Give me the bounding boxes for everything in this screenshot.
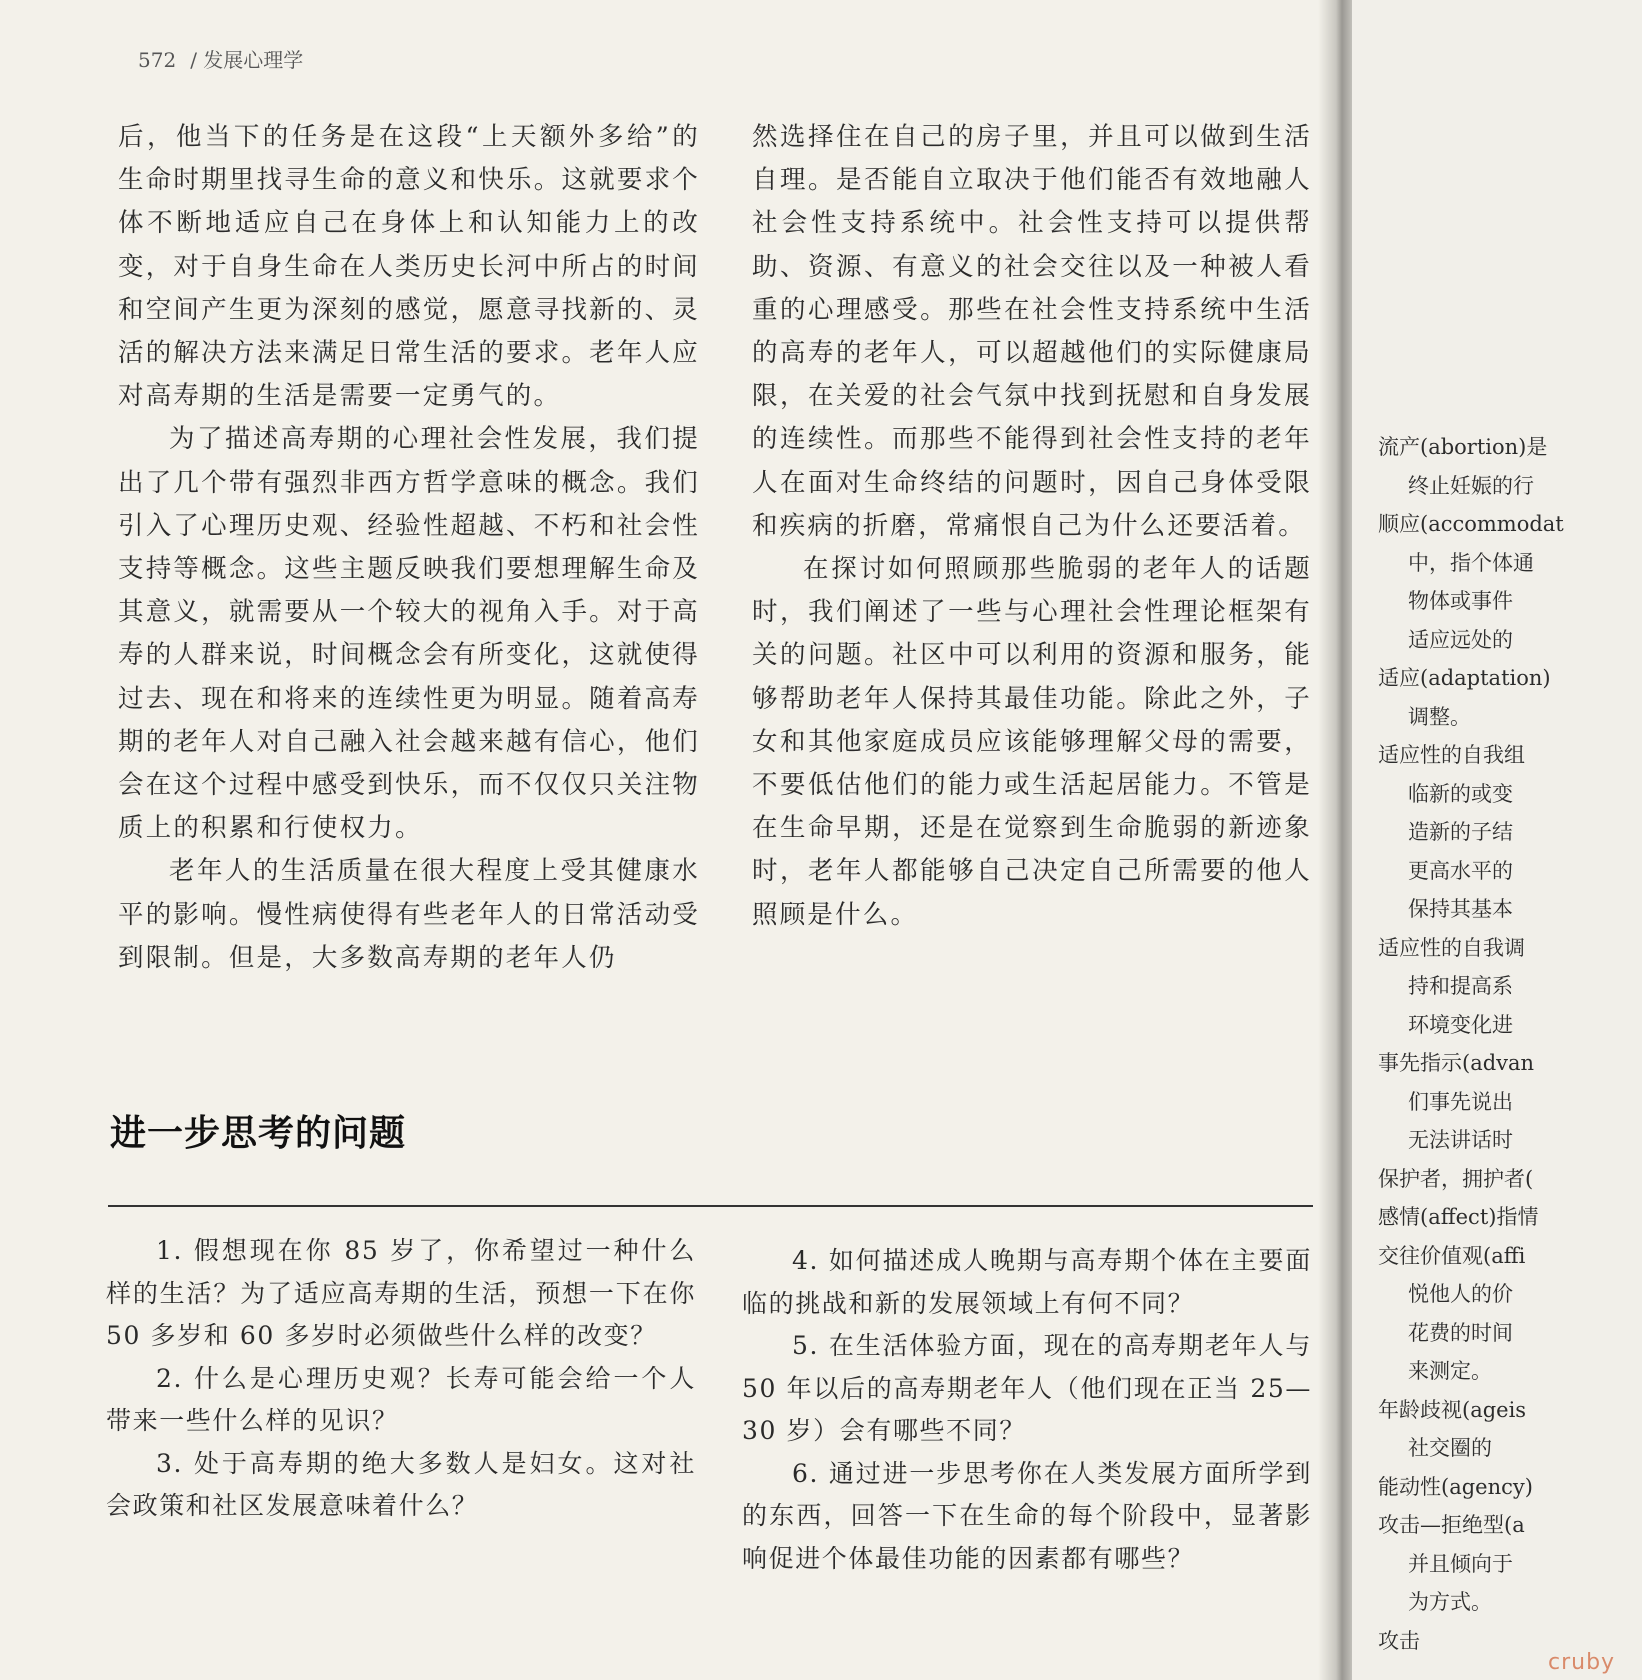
glossary-line: 更高水平的: [1408, 858, 1513, 883]
glossary-line: 为方式。: [1408, 1590, 1492, 1614]
glossary-line: 来测定。: [1408, 1359, 1492, 1383]
questions-column-left: [106, 1230, 696, 1528]
glossary-line: 流产(abortion)是: [1378, 435, 1548, 459]
glossary-line: 攻击: [1378, 1628, 1420, 1653]
question-item: 4. 如何描述成人晚期与高寿期个体在主要面临的挑战和新的发展领域上有何不同？: [742, 1246, 1312, 1318]
glossary-line: 并且倾向于: [1408, 1551, 1513, 1576]
glossary-line: 社交圈的: [1408, 1436, 1492, 1460]
glossary-line: 环境变化进: [1408, 1012, 1513, 1037]
glossary-fragment: [1378, 428, 1642, 1660]
glossary-line: 能动性(agency): [1378, 1474, 1533, 1499]
glossary-line: 事先指示(advan: [1378, 1051, 1535, 1075]
glossary-line: 造新的子结: [1408, 820, 1513, 844]
paragraph: 为了描述高寿期的心理社会性发展，我们提出了几个带有强烈非西方哲学意味的概念。我们引入了心理历史观、经验性超越、不朽和社会性支持等概念。这些主题反映我们要想理解生命及其意义，就需要从一个较大的视角入手。对于高寿的人群来说，时间概念会有所变化，这就使得过去、现在和将来的连续性更为明显。随着高寿期的老年人对自己融入社会越来越有信心，他们会在这个过程中感受到快乐，而不仅仅只关注物质上的积累和行使权力。: [118, 424, 700, 844]
question-item: 5. 在生活体验方面，现在的高寿期老年人与 50 年以后的高寿期老年人（他们现在正当 25—30 岁）会有哪些不同？: [742, 1331, 1312, 1445]
glossary-line: 物体或事件: [1408, 589, 1513, 613]
glossary-line: 攻击—拒绝型(a: [1378, 1513, 1525, 1537]
glossary-line: 花费的时间: [1408, 1320, 1513, 1345]
running-head: [138, 44, 303, 73]
text-column-left: [118, 116, 700, 980]
paragraph: 后，他当下的任务是在这段“上天额外多给”的生命时期里找寻生命的意义和快乐。这就要求个体不断地适应自己在身体上和认知能力上的改变，对于自身生命在人类历史长河中所占的时间和空间产生更为深刻的感觉，愿意寻找新的、灵活的解决方法来满足日常生活的要求。老年人应对高寿期的生活是需要一定勇气的。: [118, 122, 700, 412]
glossary-line: 无法讲话时: [1408, 1128, 1513, 1152]
glossary-line: 适应性的自我组: [1378, 743, 1525, 767]
glossary-line: 年龄歧视(ageis: [1378, 1397, 1527, 1422]
glossary-line: 感情(affect)指情: [1378, 1205, 1539, 1229]
questions-column-right: [742, 1240, 1312, 1580]
glossary-line: 悦他人的价: [1408, 1282, 1513, 1306]
section-divider: [108, 1205, 1313, 1207]
question-item: 2. 什么是心理历史观？长寿可能会给一个人带来一些什么样的见识？: [106, 1363, 696, 1435]
paragraph: 然选择住在自己的房子里，并且可以做到生活自理。是否能自立取决于他们能否有效地融人社会性支持系统中。社会性支持可以提供帮助、资源、有意义的社会交往以及一种被人看重的心理感受。那些在社会性支持系统中生活的高寿的老年人，可以超越他们的实际健康局限，在关爱的社会气氛中找到抚慰和自身发展的连续性。而那些不能得到社会性支持的老年人在面对生命终结的问题时，因自己身体受限和疾病的折磨，常痛恨自己为什么还要活着。: [752, 122, 1312, 541]
glossary-line: 顺应(accommodat: [1378, 512, 1564, 536]
glossary-line: 持和提高系: [1408, 974, 1513, 998]
book-title: / 发展心理学: [190, 48, 304, 72]
glossary-line: 保持其基本: [1408, 897, 1513, 921]
question-item: 6. 通过进一步思考你在人类发展方面所学到的东西，回答一下在生命的每个阶段中，显著影响促进个体最佳功能的因素都有哪些？: [742, 1458, 1312, 1573]
glossary-line: 适应远处的: [1408, 627, 1513, 652]
question-item: 1. 假想现在你 85 岁了，你希望过一种什么样的生活？为了适应高寿期的生活，预想一下在你 50 多岁和 60 多岁时必须做些什么样的改变？: [106, 1236, 696, 1350]
page-number: 572: [138, 48, 177, 72]
glossary-line: 临新的或变: [1408, 781, 1513, 806]
paragraph: 老年人的生活质量在很大程度上受其健康水平的影响。慢性病使得有些老年人的日常活动受到限制。但是，大多数高寿期的老年人仍: [118, 856, 700, 973]
section-heading: 进一步思考的问题: [110, 1112, 407, 1154]
glossary-line: 终止妊娠的行: [1408, 473, 1534, 498]
watermark: cruby: [1548, 1650, 1616, 1675]
question-item: 3. 处于高寿期的绝大多数人是妇女。这对社会政策和社区发展意味着什么？: [106, 1448, 696, 1520]
glossary-line: 中，指个体通: [1408, 550, 1534, 575]
glossary-line: 交往价值观(affi: [1378, 1243, 1526, 1268]
glossary-line: 们事先说出: [1408, 1089, 1513, 1114]
glossary-line: 保护者，拥护者(: [1378, 1166, 1534, 1191]
paragraph: 在探讨如何照顾那些脆弱的老年人的话题时，我们阐述了一些与心理社会性理论框架有关的问题。社区中可以利用的资源和服务，能够帮助老年人保持其最佳功能。除此之外，子女和其他家庭成员应该能够理解父母的需要，不要低估他们的能力或生活起居能力。不管是在生命早期，还是在觉察到生命脆弱的新迹象时，老年人都能够自己决定自己所需要的他人照顾是什么。: [752, 554, 1312, 930]
glossary-line: 适应(adaptation): [1378, 666, 1551, 690]
glossary-line: 调整。: [1408, 704, 1471, 729]
text-column-right: [752, 116, 1312, 937]
glossary-line: 适应性的自我调: [1378, 935, 1525, 960]
